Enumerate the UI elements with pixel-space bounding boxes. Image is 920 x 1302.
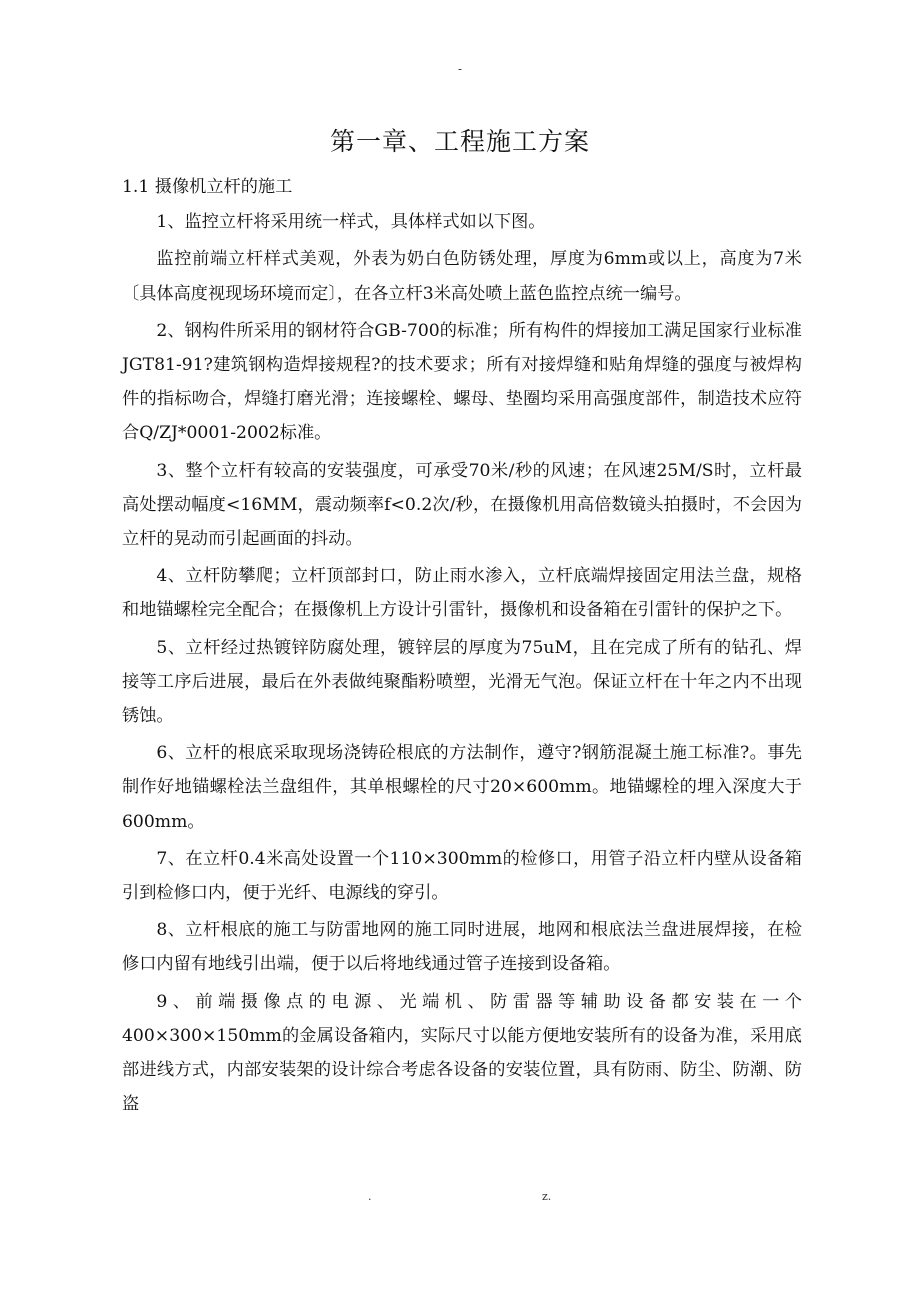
paragraph-10: 9、前端摄像点的电源、光端机、防雷器等辅助设备都安装在一个400×300×150mm的金属设备箱内，实际尺寸以能方便地安装所有的设备为准，采用底部进线方式，内部安装架的设计综合考虑各设备的安装位置，具有防雨、防尘、防潮、防盗 <box>122 991 802 1115</box>
page-title: 第一章、工程施工方案 <box>329 127 590 156</box>
page-footer <box>0 1190 920 1210</box>
paragraph-2: 监控前端立杆样式美观，外表为奶白色防锈处理，厚度为6mm或以上，高度为7米〔具体高度视现场环境而定〕，在各立杆3米高处喷上蓝色监控点统一编号。 <box>122 249 802 304</box>
paragraph-5: 4、立杆防攀爬；立杆顶部封口，防止雨水渗入，立杆底端焊接固定用法兰盘，规格和地锚螺栓完全配合；在摄像机上方设计引雷针，摄像机和设备箱在引雷针的保护之下。 <box>122 566 802 621</box>
footer-right-mark: z. <box>542 1190 552 1203</box>
paragraph-8: 7、在立杆0.4米高处设置一个110×300mm的检修口，用管子沿立杆内壁从设备箱引到检修口内，便于光纤、电源线的穿引。 <box>122 848 802 904</box>
paragraph-7: 6、立杆的根底采取现场浇铸砼根底的方法制作，遵守?钢筋混凝土施工标准?。事先制作好地锚螺栓法兰盘组件，其单根螺栓的尺寸20×600mm。地锚螺栓的埋入深度大于600mm。 <box>122 743 802 832</box>
paragraph-1: 1、监控立杆将采用统一样式，具体样式如以下图。 <box>156 212 546 233</box>
paragraph-4: 3、整个立杆有较高的安装强度，可承受70米/秒的风速；在风速25M/S时，立杆最高处摆动幅度<16MM，震动频率f<0.2次/秒，在摄像机用高倍数镜头拍摄时，不会因为立杆的晃动而引起画面的抖动。 <box>122 460 802 550</box>
paragraph-9: 8、立杆根底的施工与防雷地网的施工同时进展，地网和根底法兰盘进展焊接，在检修口内留有地线引出端，便于以后将地线通过管子连接到设备箱。 <box>122 920 802 975</box>
header-mark: - <box>457 62 463 76</box>
footer-left-mark: . <box>368 1190 372 1203</box>
paragraph-6: 5、立杆经过热镀锌防腐处理，镀锌层的厚度为75uM，且在完成了所有的钻孔、焊接等工序后进展，最后在外表做纯聚酯粉喷塑，光滑无气泡。保证立杆在十年之内不出现锈蚀。 <box>122 637 802 727</box>
section-heading: 1.1 摄像机立杆的施工 <box>122 177 293 197</box>
paragraph-3: 2、钢构件所采用的钢材符合GB-700的标准；所有构件的焊接加工满足国家行业标准JGT81-91?建筑钢构造焊接规程?的技术要求；所有对接焊缝和贴角焊缝的强度与被焊构件的指标吻合，焊缝打磨光滑；连接螺栓、螺母、垫圈均采用高强度部件，制造技术应符合Q/ZJ*0001-2002标准。 <box>122 320 802 444</box>
document-body <box>122 170 802 1124</box>
